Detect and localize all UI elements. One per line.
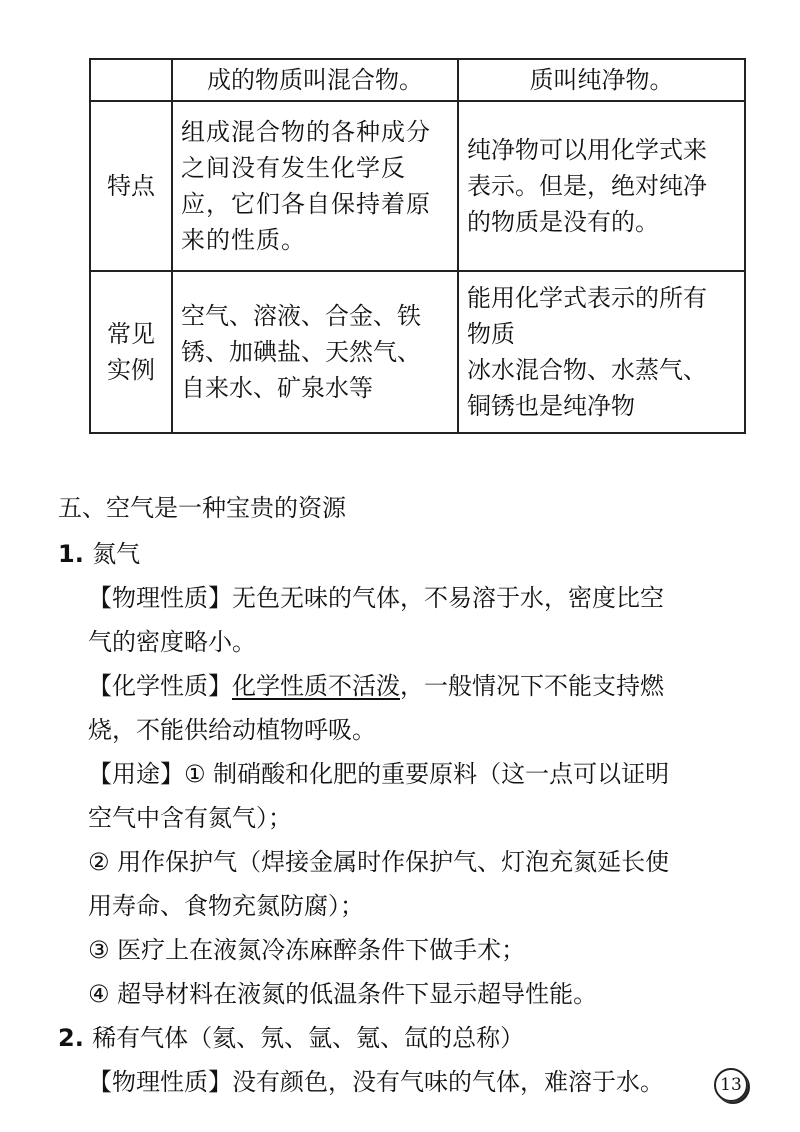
chemical-suffix: ，一般情况下不能支持燃 xyxy=(400,672,664,700)
paragraph-line: ③ 医疗上在液氮冷冻麻醉条件下做手术； xyxy=(88,936,526,964)
pure-trait-cell xyxy=(458,101,745,271)
page-number: 13 xyxy=(714,1068,748,1102)
paragraph-line: 【用途】① 制硝酸和化肥的重要原料（这一点可以证明 xyxy=(88,760,670,788)
paragraph-line xyxy=(88,666,800,701)
cell-line: 表示。但是，绝对纯净 xyxy=(467,172,707,200)
cell-line: 物质 xyxy=(467,320,515,348)
cell-line: 来的性质。 xyxy=(181,226,306,254)
subsection-title: 稀有气体（氦、氖、氩、氪、氙的总称） xyxy=(92,1024,525,1052)
cell-line: 组成混合物的各种成分 xyxy=(181,118,431,146)
comparison-table xyxy=(89,58,746,434)
chemical-prefix: 【化学性质】 xyxy=(88,672,232,700)
mixture-trait-cell xyxy=(172,101,458,271)
cell-line: 实例 xyxy=(107,356,155,384)
empty-label-cell xyxy=(90,59,172,101)
cell-line: 铜锈也是纯净物 xyxy=(467,392,635,420)
subsection-number: 2. xyxy=(58,1024,84,1052)
paragraph-line: 用寿命、食物充氮防腐）； xyxy=(88,892,364,920)
paragraph-line: 烧，不能供给动植物呼吸。 xyxy=(88,716,376,744)
cell-line: 之间没有发生化学反 xyxy=(181,154,406,182)
cell-line: 空气、溶液、合金、铁 xyxy=(181,302,421,330)
underlined-phrase: 化学性质不活泼 xyxy=(232,672,400,700)
cell-line: 的物质是没有的。 xyxy=(467,208,659,236)
paragraph-line: 【物理性质】没有颜色，没有气味的气体，难溶于水。 xyxy=(88,1068,664,1096)
subsection-nitrogen-title xyxy=(58,534,800,569)
pure-example-cell xyxy=(458,271,745,433)
subsection-title: 氮气 xyxy=(92,540,141,568)
cell-line: 能用化学式表示的所有 xyxy=(467,284,707,312)
table-row xyxy=(90,59,745,101)
cell-line: 纯净物可以用化学式来 xyxy=(467,136,707,164)
table-row xyxy=(90,101,745,271)
subsection-number: 1. xyxy=(58,540,84,568)
table-row xyxy=(90,271,745,433)
paragraph-line: ④ 超导材料在液氮的低温条件下显示超导性能。 xyxy=(88,980,598,1008)
example-label-cell xyxy=(90,271,172,433)
trait-label-cell: 特点 xyxy=(90,101,172,271)
section-heading: 五、空气是一种宝贵的资源 xyxy=(58,494,346,522)
paragraph-line: 空气中含有氮气）； xyxy=(88,804,292,832)
pure-definition-cell: 质叫纯净物。 xyxy=(458,59,745,101)
cell-line: 冰水混合物、水蒸气、 xyxy=(467,356,707,384)
cell-line: 锈、加碘盐、天然气、 xyxy=(181,338,421,366)
cell-line: 自来水、矿泉水等 xyxy=(181,374,373,402)
paragraph-line: 气的密度略小。 xyxy=(88,628,256,656)
mixture-example-cell xyxy=(172,271,458,433)
subsection-noble-gases-title xyxy=(58,1018,800,1053)
paragraph-line: 【物理性质】无色无味的气体，不易溶于水，密度比空 xyxy=(88,584,664,612)
mixture-definition-cell: 成的物质叫混合物。 xyxy=(172,59,458,101)
cell-line: 应，它们各自保持着原 xyxy=(181,190,431,218)
paragraph-line: ② 用作保护气（焊接金属时作保护气、灯泡充氮延长使 xyxy=(88,848,670,876)
cell-line: 常见 xyxy=(107,320,155,348)
